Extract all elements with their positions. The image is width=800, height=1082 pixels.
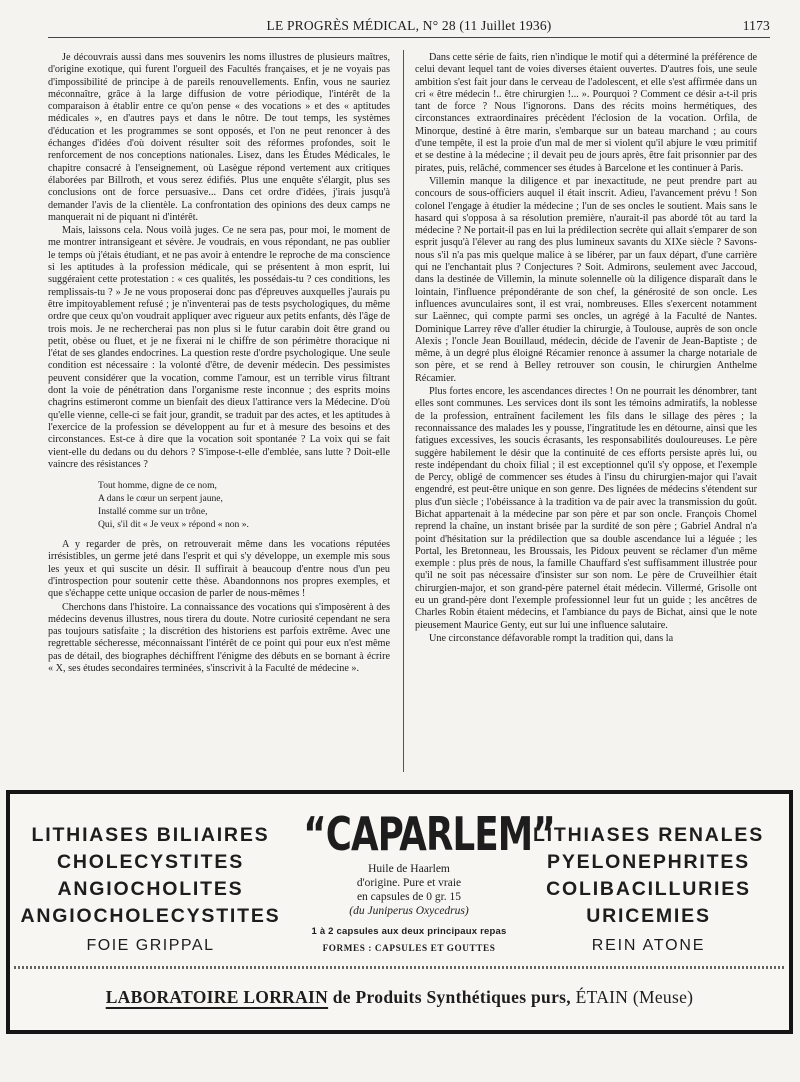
description-line: en capsules de 0 gr. 15 — [356, 891, 462, 903]
paragraph: Je découvrais aussi dans mes souvenirs les noms illustres de plusieurs maîtres, d'origine exotique, qui furent l'orgueil des Facultés françaises, et je ne voyais pas d'impossibilité de principe à de pareils renouvellements. Enfin, vous ne sauriez méconnaître, grâce à la large diffusion de votre périodique, l'intérêt de la comparaison à établir entre ce qu'on pense « des vocations » et des « aptitudes médicales », en d'autres pays et dans le nôtre. De tout temps, les systèmes d'éducation et les programmes se sont opposés, et l'on ne peut renoncer à des échanges d'idées d'où doivent résulter soit des réformes profondes, soit le renforcement de nos conceptions nationales. Lisez, dans les Études Médicales, le chapitre consacré à l'enseignement, où Lasègue répond vertement aux critiques élaborées par Billroth, et vous serez édifiés. Plus une enquête s'élargit, plus ses conclusions ont de force persuasive... Dans cet ordre d'idées, j'irais jusqu'à demander l'avis de la clientèle. La confrontation des opinions des deux camps ne manquerait ni de piquant ni d'intérêt. — [48, 52, 390, 223]
poem-line: Tout homme, digne de ce nom, — [98, 480, 217, 492]
description-line: Huile de Haarlem — [368, 863, 450, 875]
indication: ANGIOCHOLECYSTITES — [20, 905, 281, 927]
indication: CHOLECYSTITES — [57, 851, 244, 873]
indication: COLIBACILLURIES — [546, 878, 751, 900]
ad-right-indications — [516, 822, 781, 959]
poem-line: Installé comme sur un trône, — [98, 506, 208, 518]
poem-line: A dans le cœur un serpent jaune, — [98, 493, 223, 505]
brand-name: “CAPARLEM” — [303, 807, 555, 861]
description-line: d'origine. Pure et vraie — [356, 877, 462, 889]
page-header — [48, 18, 770, 38]
header-rule — [48, 37, 770, 38]
laboratory-tagline: de Produits Synthétiques purs, — [328, 987, 576, 1007]
laboratory-line — [10, 987, 789, 1008]
paragraph: Plus fortes encore, les ascendances directes ! On ne pourrait les dénombrer, tant elles sont communes. Les services dont ils sont les témoins admiratifs, la noblesse de la profession, entraînent facilement les fils dans le sillage des pères ; la reconnaissance des malades les y pousse, l'ingratitude les en détourne, ainsi que les fatigues excessives, les soucis écrasants, les responsabilités douloureuses. Le père suggère habilement le désir que la continuité de ces efforts persiste après lui, ou reste indépendant du choix filial ; il est exceptionnel qu'il s'y oppose, et l'exemple de Percy, obligé de commencer ses études à l'insu du chirurgien-major qui l'avait engendré, est peut-être unique en son genre. Des lignées de médecins s'étendent sur plus d'un siècle ; l'obéissance à la tradition va de pair avec la transmission du goût. Bichat appartenait à la médecine par son père et par son oncle. François Chomel reprend la chaîne, un instant brisée par la surdité de son père ; Gabriel Andral n'a point d'hésitation sur la prédilection que sa double ascendance lui a léguée ; les Portal, les Bretonneau, les Broussais, les Pidoux peuvent se réclamer d'un même exemple : plus près de nous, la famille Chauffard s'est suffisamment illustrée pour qu'il ne soit pas nécessaire d'insister sur son nom. Le père de Cruveilhier était chirurgien-major, et son grand-père paternel était médecin. Villermé, Grisolle ont eu un grand-père dont l'exemple professionnel leur fut un guide ; les ancêtres de Charles Robin étaient médecins, et l'ambiance du pays de Bichat, ainsi que le note pieusement Maurice Genty, eut sur lui une influence salutaire. — [415, 386, 757, 631]
paragraph: Mais, laissons cela. Nous voilà juges. Ce ne sera pas, pour moi, le moment de me montrer intransigeant et sévère. Je voudrais, en vous répondant, ne pas oublier le temps où j'étais étudiant, et ne pas avoir à entendre le reproche de ma conscience si les aptitudes à la profession médicale, qui se présentent à mon esprit, lui suggéraient cette protestation : « ces qualités, les possédais-tu ? ces conditions, les remplissais-tu ? » Je ne vous proposerai donc pas d'épreuves auxquelles j'aurais pu être impitoyablement refusé ; je n'inventerai pas de tests psychologiques, du même ordre que ceux qu'on voudrait appliquer avec rigueur aux petits enfants, dès l'âge de trois mois. Je ne rechercherai pas non plus si le futur carabin doit être grand ou petit, obèse ou fluet, et je ne fixerai ni le chiffre de son périmètre thoracique ni l'état de ses glandes endocrines. La question reste d'ordre psychologique. Une seule condition est nécessaire : la volonté d'être, de devenir médecin. Des pessimistes peuvent considérer que la vocation, comme l'amour, est un terrible virus filtrant dont la voie de pénétration dans l'organisme reste inconnue ; des esprits moins chagrins estimeront comme un bienfait des dieux l'attirance vers la Médecine. D'où qu'elle vienne, celle-ci se fait jour, grandit, se traduit par des actes, et les aptitudes à l'exercice de la profession se développent au fur et à mesure des besoins et des circonstances. Est-ce à dire que la vocation soit spontanée ? La voix qui se fait vient-elle du dedans ou du dehors ? S'impose-t-elle d'emblée, sans lutte ? Doit-elle vaincre des résistances ? — [48, 225, 390, 470]
ad-product-block — [286, 804, 555, 953]
indication: PYELONEPHRITES — [547, 851, 750, 873]
paragraph: A y regarder de près, on retrouverait même dans les vocations réputées irrésistibles, un germe jeté dans l'esprit et qui s'y développe, un exemple mis sous les yeux et qui suscite un désir. Il suffirait à beaucoup d'entre nous d'un peu d'introspection pour soutenir cette thèse. Abandonnons nos propres exemples, et que s'échappe cette unique occasion de parler de nous-mêmes ! — [48, 539, 390, 600]
indication: URICEMIES — [586, 905, 711, 927]
indication: REIN ATONE — [591, 937, 706, 954]
advertisement — [6, 790, 793, 1034]
ad-divider-stripe — [14, 966, 785, 969]
indication: ANGIOCHOLITES — [57, 878, 244, 900]
paragraph: Dans cette série de faits, rien n'indique le motif qui a déterminé la préférence de celui devant lequel tant de voies diverses étaient ouvertes. D'autres fois, une seule ambition s'est fait jour dans le cerveau de l'adolescent, et elle s'est affirmée dans un cri « être médecin !.. être chirurgien !... ». Pourquoi ? Comment ce désir a-t-il pris tant de force ? Nous l'ignorons. Dans des récits moins hermétiques, des circonstances extraordinaires précèdent l'éclosion de la vocation. Orfila, de Minorque, destiné à être marin, s'embarque sur un bateau marchand ; au cours d'une tempête, il est la proie d'un mal de mer si violent qu'il abjure le vœu primitif et se destine à la médecine ; il devait peu de jours après, être fait prisonnier par des pirates, puis, relâché, commencer ses études à Barcelone et les continuer à Paris. — [415, 52, 757, 174]
journal-title: LE PROGRÈS MÉDICAL, N° 28 (11 Juillet 1936) — [266, 18, 552, 33]
indication: FOIE GRIPPAL — [86, 937, 215, 954]
right-column — [415, 52, 757, 772]
paragraph: Cherchons dans l'histoire. La connaissance des vocations qui s'imposèrent à des médecins devenus illustres, nous tirera du doute. Notre curiosité cependant ne sera pas toujours satisfaite ; la discrétion des historiens est parfois extrême. Avec une regrettable sécheresse, méconnaissant l'intérêt de ce point qui pour eux n'est même pas de détail, des biographes déchiffrent l'énigme des débuts en se bornant à écrire « X, ses études secondaires terminées, s'inscrivit à la Faculté de médecine ». — [48, 601, 390, 675]
description-line: (du Juniperus Oxycedrus) — [349, 905, 469, 917]
forms: FORMES : CAPSULES ET GOUTTES — [322, 943, 496, 953]
page-number: 1173 — [742, 18, 770, 33]
dosage: 1 à 2 capsules aux deux principaux repas — [311, 926, 507, 937]
poem — [98, 479, 390, 531]
indication: LITHIASES BILIAIRES — [31, 824, 270, 846]
paragraph: Une circonstance défavorable rompt la tradition qui, dans la — [429, 632, 674, 644]
ad-left-indications — [18, 822, 283, 959]
paragraph: Villemin manque la diligence et par inexactitude, ne peut prendre part au concours de sous-officiers auquel il était inscrit. Adieu, l'avancement prévu ! Son colonel l'engage à étudier la médecine ; l'un de ses oncles le soutient. Mais sans le hasard qui s'opposa à sa résolution première, n'aurait-il pas abordé tôt au tard la médecine ? Ne portait-il pas en lui la prédilection secrète qui allait s'emparer de son esprit jusqu'à l'élever au rang des plus lumineux savants du XIXe siècle ? Savons-nous s'il n'a pas mis quelque malice à se libérer, par un faux départ, d'une carrière qui ne l'enchantait plus ? Conjectures ? Soit. Admirons, seulement avec Jaccoud, dans la destinée de Villemin, la minute solennelle où la diligence disparaît dans le lointain, l'influence prépondérante de son chef, la générosité de son oncle. Les influences avunculaires sont, il est vrai, nombreuses. Elles s'exercent notamment sur Laënnec, qui compte parmi ses oncles, un agrégé à la Faculté de Nantes. Dominique Larrey rêve d'aller étudier la chirurgie, à Toulouse, auprès de son oncle Alexis ; l'oncle Jean Bouillaud, médecin, décide de l'avenir de Jean-Baptiste ; de même, à un degré plus éloigné Récamier renonce à assumer la charge notariale de son père, et se rend à Belley retrouver son cousin, le chirurgien Anthelme Récamier. — [415, 175, 757, 384]
left-column — [48, 52, 390, 772]
product-description — [286, 862, 532, 918]
laboratory-town: ÉTAIN (Meuse) — [575, 987, 694, 1007]
laboratory-name: LABORATOIRE LORRAIN — [105, 987, 329, 1007]
poem-line: Qui, s'il dit « Je veux » répond « non ». — [98, 519, 249, 531]
indication: LITHIASES RENALES — [532, 824, 765, 846]
column-divider — [403, 50, 404, 772]
